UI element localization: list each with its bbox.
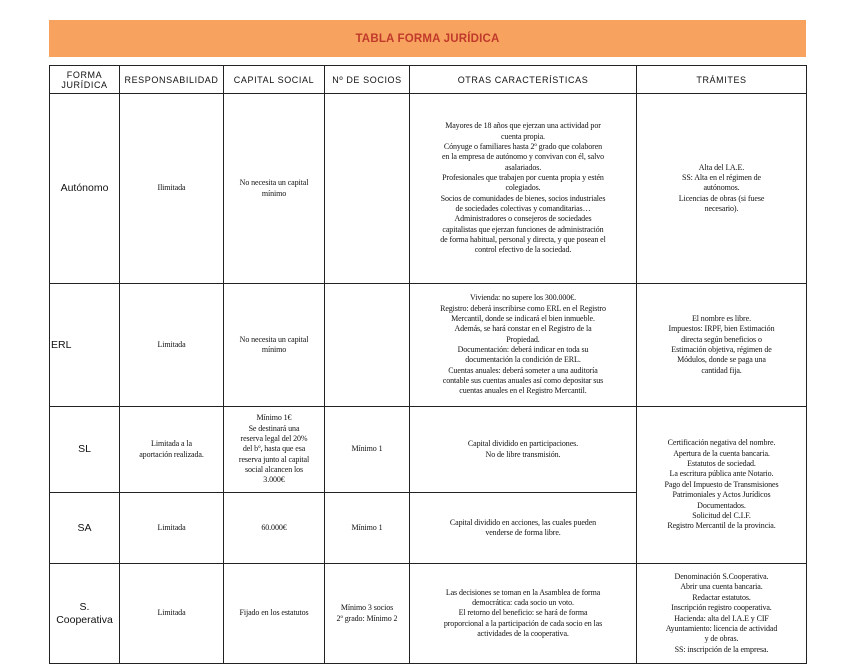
header-otras: OTRAS CARACTERÍSTICAS: [410, 66, 637, 94]
socios-cell: Mínimo 1: [325, 493, 410, 564]
socios-cell: [325, 284, 410, 407]
tramites-cell: Denominación S.Cooperativa. Abrir una cuenta bancaria. Redactar estatutos. Inscripción registro cooperativa. Hacienda: alta del I.A.E y CIF Ayuntamiento: licencia de actividad y de obras. SS: inscripción de la empresa.: [637, 564, 807, 664]
otras-cell: Capital dividido en acciones, las cuales pueden venderse de forma libre.: [410, 493, 637, 564]
socios-cell: Mínimo 3 socios 2º grado: Mínimo 2: [325, 564, 410, 664]
table-row: [50, 407, 807, 493]
responsabilidad-cell: Limitada: [120, 284, 224, 407]
otras-cell: Mayores de 18 años que ejerzan una actividad por cuenta propia. Cónyuge o familiares hasta 2º grado que colaboren en la empresa de autónomo y convivan con él, salvo asalariados. Profesionales que trabajen por cuenta propia y estén colegiados. Socios de comunidades de bienes, socios industriales de sociedades colectivas y comanditarias… Administradores o consejeros de sociedades capitalistas que ejerzan funciones de administración de forma habitual, personal y directa, y que posean el control efectivo de la sociedad.: [410, 94, 637, 284]
capital-cell: Mínimo 1€ Se destinará una reserva legal del 20% del bº, hasta que esa reserva junto al capital social alcancen los 3.000€: [224, 407, 325, 493]
forma-sl: SL: [50, 407, 120, 493]
header-responsabilidad: RESPONSABILIDAD: [120, 66, 224, 94]
header-capital: CAPITAL SOCIAL: [224, 66, 325, 94]
table-row: [50, 564, 807, 664]
otras-cell: Vivienda: no supere los 300.000€. Registro: deberá inscribirse como ERL en el Registro Mercantil, donde se indicará el bien inmueble. Además, se hará constar en el Registro de la Propiedad. Documentación: deberá indicar en toda su documentación la condición de ERL. Cuentas anuales: deberá someter a una auditoría contable sus cuentas anuales así como depositar sus cuentas anuales en el Registro Mercantil.: [410, 284, 637, 407]
table-row: [50, 284, 807, 407]
responsabilidad-cell: Limitada: [120, 564, 224, 664]
responsabilidad-cell: Ilimitada: [120, 94, 224, 284]
tramites-cell: Alta del I.A.E. SS: Alta en el régimen de autónomos. Licencias de obras (si fuese necesario).: [637, 94, 807, 284]
responsabilidad-cell: Limitada: [120, 493, 224, 564]
socios-cell: Mínimo 1: [325, 407, 410, 493]
capital-cell: Fijado en los estatutos: [224, 564, 325, 664]
table-title-banner: [49, 20, 806, 57]
forma-cooperativa: S. Cooperativa: [50, 564, 120, 664]
tramites-cell: El nombre es libre. Impuestos: IRPF, bien Estimación directa según beneficios o Estimación objetiva, régimen de Módulos, donde se paga una cantidad fija.: [637, 284, 807, 407]
forma-sa: SA: [50, 493, 120, 564]
responsabilidad-cell: Limitada a la aportación realizada.: [120, 407, 224, 493]
forma-erl: ERL: [50, 284, 120, 407]
tramites-sl-sa-cell: Certificación negativa del nombre. Apertura de la cuenta bancaria. Estatutos de sociedad. La escritura pública ante Notario. Pago del Impuesto de Transmisiones Patrimoniales y Actos Jurídicos Documentados. Solicitud del C.I.F. Registro Mercantil de la provincia.: [637, 407, 807, 564]
capital-cell: No necesita un capital mínimo: [224, 284, 325, 407]
header-row: [50, 66, 807, 94]
forma-autonomo: Autónomo: [50, 94, 120, 284]
header-tramites: TRÁMITES: [637, 66, 807, 94]
table-row: [50, 94, 807, 284]
otras-cell: Capital dividido en participaciones. No de libre transmisión.: [410, 407, 637, 493]
header-forma: FORMA JURÍDICA: [50, 66, 120, 94]
legal-forms-table: [49, 65, 807, 664]
otras-cell: Las decisiones se toman en la Asamblea de forma democrática: cada socio un voto. El retorno del beneficio: se hará de forma proporcional a la participación de cada socio en las actividades de la cooperativa.: [410, 564, 637, 664]
socios-cell: [325, 94, 410, 284]
header-socios: Nº DE SOCIOS: [325, 66, 410, 94]
capital-cell: No necesita un capital mínimo: [224, 94, 325, 284]
table-title: TABLA FORMA JURÍDICA: [355, 32, 500, 45]
capital-cell: 60.000€: [224, 493, 325, 564]
